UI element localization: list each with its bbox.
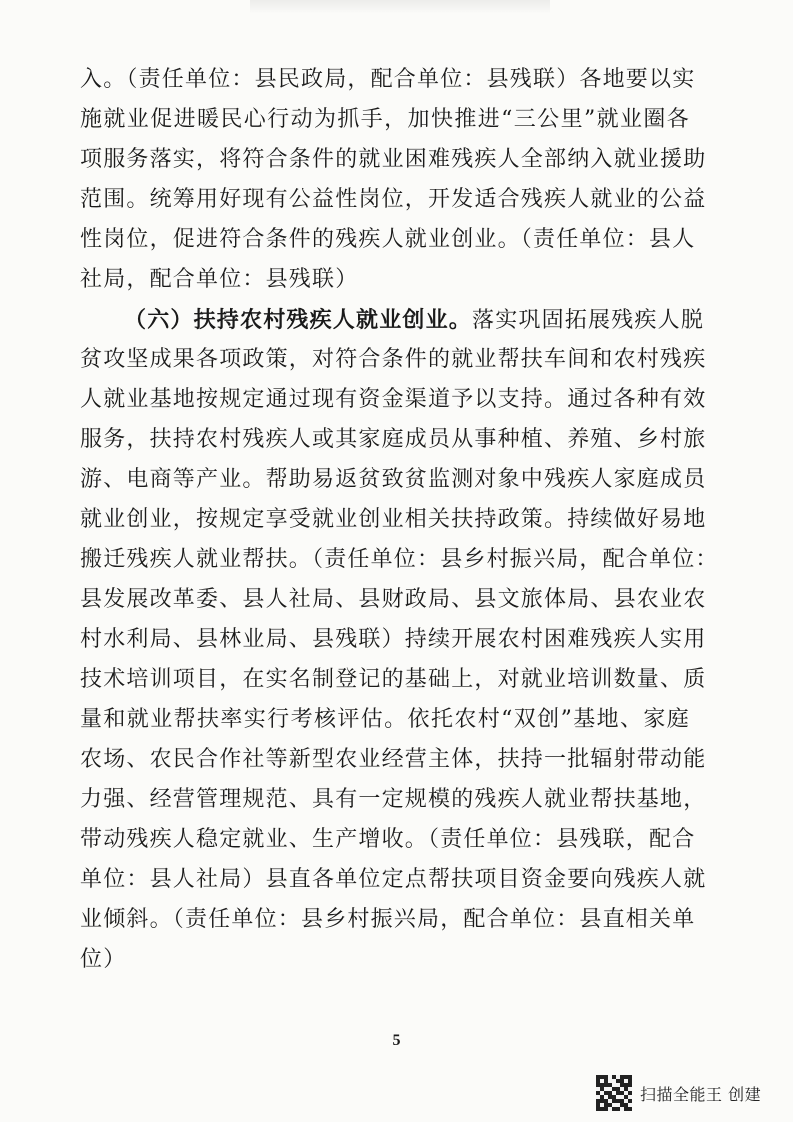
text-line: 入。（责任单位：县民政局，配合单位：县残联）各地要以实 [80,67,696,92]
paragraph-1 [80,60,707,300]
section-first-line-text: 落实巩固拓展残疾人脱 [472,308,705,333]
section-heading: （六）扶持农村残疾人就业创业。 [124,307,473,333]
text-line: 县发展改革委、县人社局、县财政局、县文旅体局、县农业农 [80,587,707,612]
text-line: 单位：县人社局）县直各单位定点帮扶项目资金要向残疾人就 [80,867,707,892]
text-line: 搬迁残疾人就业帮扶。（责任单位：县乡村振兴局，配合单位： [80,547,719,572]
text-line: 社局，配合单位：县残联） [80,267,359,292]
text-line: 贫攻坚成果各项政策，对符合条件的就业帮扶车间和农村残疾 [80,347,707,372]
text-line: 带动残疾人稳定就业、生产增收。（责任单位：县残联，配合 [80,827,696,852]
text-line: 服务，扶持农村残疾人或其家庭成员从事种植、养殖、乡村旅 [80,427,707,452]
text-line: 游、电商等产业。帮助易返贫致贫监测对象中残疾人家庭成员 [80,467,707,492]
text-line: 性岗位，促进符合条件的残疾人就业创业。（责任单位：县人 [80,227,696,252]
text-line: 技术培训项目，在实名制登记的基础上，对就业培训数量、质 [80,667,707,692]
scan-shadow [250,0,550,14]
scanner-watermark [596,1073,761,1113]
text-line: 村水利局、县林业局、县残联）持续开展农村困难残疾人实用 [80,627,707,652]
text-line: 位） [80,947,127,972]
watermark-text: 扫描全能王 创建 [640,1084,762,1104]
text-line: 量和就业帮扶率实行考核评估。依托农村“双创”基地、家庭 [80,707,690,732]
text-line: 农场、农民合作社等新型农业经营主体，扶持一批辐射带动能 [80,747,707,772]
qr-code-icon [596,1075,632,1111]
page-number: 5 [392,1032,401,1049]
text-line: 就业创业，按规定享受就业创业相关扶持政策。持续做好易地 [80,507,707,532]
section-first-line [80,300,705,340]
section-6 [80,300,719,980]
text-line: 施就业促进暖民心行动为抓手，加快推进“三公里”就业圈各 [80,107,690,132]
text-line: 范围。统筹用好现有公益性岗位，开发适合残疾人就业的公益 [80,187,707,212]
text-line: 力强、经营管理规范、具有一定规模的残疾人就业帮扶基地， [80,787,707,812]
text-line: 人就业基地按规定通过现有资金渠道予以支持。通过各种有效 [80,387,707,412]
text-line: 业倾斜。（责任单位：县乡村振兴局，配合单位：县直相关单 [80,907,696,932]
text-line: 项服务落实，将符合条件的就业困难残疾人全部纳入就业援助 [80,147,707,172]
body-text [80,60,719,980]
